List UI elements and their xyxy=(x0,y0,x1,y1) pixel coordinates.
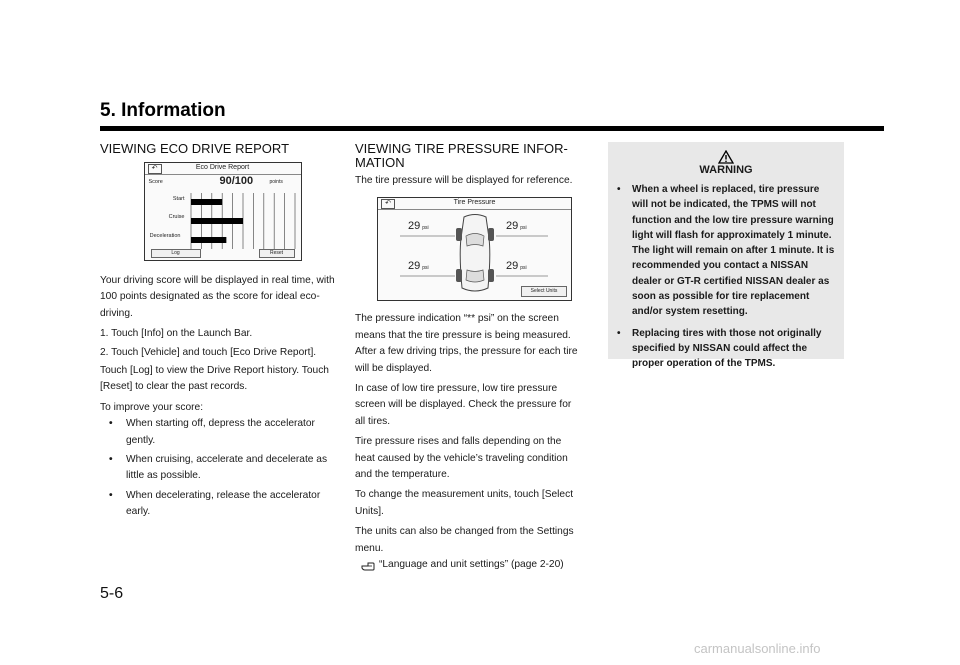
back-arrow-icon[interactable]: ↶ xyxy=(148,164,162,174)
tire-rear-right: 29 psi xyxy=(506,260,527,273)
tire-para-2: In case of low tire pressure, low tire pressure screen will be displayed. Check the pressure for all tires. xyxy=(355,383,572,427)
eco-bars xyxy=(191,199,243,243)
screen-title-bar xyxy=(145,163,301,175)
warning-title: WARNING xyxy=(699,164,753,176)
pointing-hand-icon xyxy=(361,560,375,571)
warning-triangle-icon xyxy=(718,150,734,164)
warning-item-1: • When a wheel is replaced, tire pressure will not be indicated, the TPMS will not function and the low tire pressure warning light will flash for approximately 1 minute. The light will remain on after 1 minute. It is recommended you contact a NISSAN dealer or GT-R certified NISSAN dealer as soon as possible for tire replacement and/or system resetting. xyxy=(608,182,844,320)
watermark: carmanualsonline.info xyxy=(694,641,821,656)
page-number: 5-6 xyxy=(100,585,124,602)
log-button[interactable]: Log xyxy=(151,249,201,258)
log-reset-text: Touch [Log] to view the Drive Report history. Touch [Reset] to clear the past records. xyxy=(100,365,329,393)
step-2: 2. Touch [Vehicle] and touch [Eco Drive Report]. xyxy=(100,346,317,358)
reference-link[interactable] xyxy=(355,557,580,573)
tire-pressure-column xyxy=(355,142,580,574)
eco-report-column xyxy=(100,142,345,524)
eco-bar-cruise xyxy=(191,218,243,224)
reference-text: “Language and unit settings” (page 2-20) xyxy=(379,559,564,571)
score-value: 90/100 xyxy=(219,175,254,187)
screen-title: Tire Pressure xyxy=(453,199,496,207)
header-rule xyxy=(100,126,884,131)
reset-button[interactable]: Reset xyxy=(259,249,295,258)
eco-bar-deceleration xyxy=(191,237,226,243)
tip-cruising: • When cruising, accelerate and decelerate as little as possible. xyxy=(100,452,345,485)
tire-intro: The tire pressure will be displayed for reference. xyxy=(355,175,573,186)
eco-bar-start xyxy=(191,199,222,205)
score-unit: points xyxy=(269,179,283,185)
tire-rear-left: 29 psi xyxy=(408,260,429,273)
tire-para-4: To change the measurement units, touch [Select Units]. xyxy=(355,489,574,517)
tire-front-right: 29 psi xyxy=(506,220,527,233)
tire-heading xyxy=(355,142,580,170)
tip-starting: • When starting off, depress the accelerator gently. xyxy=(100,416,345,449)
tire-para-1: The pressure indication “** psi” on the screen means that the tire pressure is being measured. After a few driving trips, the pressure for each tire will be displayed. xyxy=(355,313,578,374)
improve-intro: To improve your score: xyxy=(100,401,204,413)
tire-pressure-screen xyxy=(377,197,572,301)
row-label-cruise: Cruise xyxy=(168,214,185,220)
tire-heading-line-2: MATION xyxy=(355,155,405,170)
warning-header xyxy=(608,150,844,176)
chapter-title: 5. Information xyxy=(100,100,226,121)
tire-front-left: 29 psi xyxy=(408,220,429,233)
tip-decelerating: • When decelerating, release the accelerator early. xyxy=(100,488,345,521)
row-label-start: Start xyxy=(172,196,185,202)
eco-intro: Your driving score will be displayed in real time, with 100 points designated as the score for ideal eco-driving. xyxy=(100,275,335,319)
select-units-button[interactable]: Select Units xyxy=(521,286,567,297)
warning-box xyxy=(608,142,844,370)
row-label-deceleration: Deceleration xyxy=(149,233,181,239)
score-label: Score xyxy=(148,179,163,185)
eco-drive-report-screen xyxy=(144,162,302,261)
eco-heading: VIEWING ECO DRIVE REPORT xyxy=(100,141,290,156)
tire-para-3: Tire pressure rises and falls depending on the heat caused by the vehicle’s traveling condition and the temperature. xyxy=(355,436,568,481)
back-arrow-icon[interactable]: ↶ xyxy=(381,199,395,209)
tire-para-5: The units can also be changed from the Settings menu. xyxy=(355,526,574,554)
screen-title: Eco Drive Report xyxy=(195,164,250,171)
tire-heading-line-1: VIEWING TIRE PRESSURE INFOR- xyxy=(355,141,568,156)
step-1: 1. Touch [Info] on the Launch Bar. xyxy=(100,328,253,340)
warning-item-2: • Replacing tires with those not originally specified by NISSAN could affect the proper operation of the TPMS. xyxy=(608,326,844,372)
